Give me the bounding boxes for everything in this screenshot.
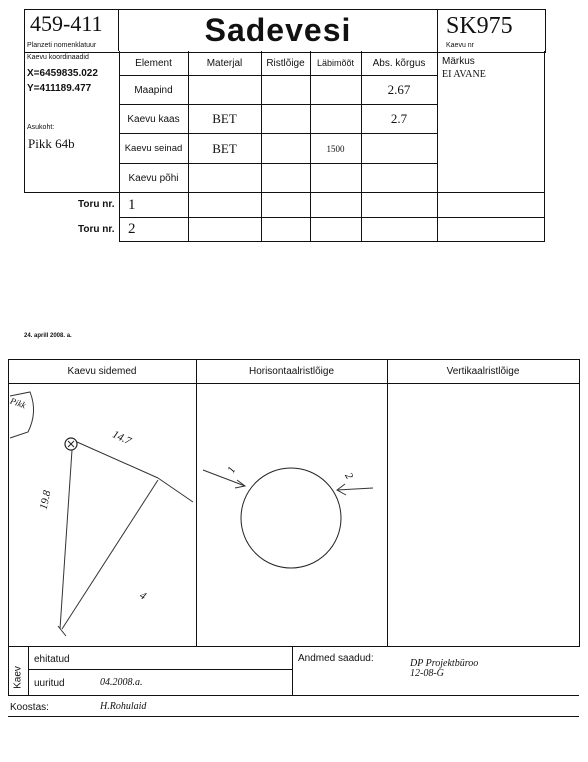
divider [387, 359, 388, 646]
panel-title-vertical: Vertikaalristlõige [446, 366, 520, 377]
row-diameter: 1500 [326, 143, 345, 154]
connection-sketch [8, 384, 196, 646]
location-label: Asukoht: [27, 124, 55, 131]
col-header-abs-height: Abs. kõrgus [372, 57, 426, 69]
row-abs-height: 2.7 [390, 111, 408, 126]
source-value: DP Projektbüroo [410, 658, 479, 669]
pipe-label: Toru nr. [78, 199, 115, 210]
row-material: BET [212, 140, 237, 156]
sketch-annotation-dist-top: 14.7 [110, 428, 133, 448]
pipe-value: 1 [128, 197, 136, 213]
sketch-annotation-mark: 4 [137, 589, 149, 603]
row-abs-height: 2.67 [387, 82, 411, 97]
col-header-cross: Ristlõige [266, 57, 305, 69]
author-value: H.Rohulaid [100, 701, 147, 712]
author-label: Koostas: [10, 702, 49, 713]
row-element: Kaevu kaas [127, 113, 180, 125]
built-label: ehitatud [34, 654, 70, 665]
divider [261, 51, 262, 241]
panel-title-connections: Kaevu sidemed [67, 366, 137, 377]
page-title: Sadevesi [204, 11, 352, 48]
remark-value: EI AVANE [442, 69, 486, 80]
coord-x: X=6459835.022 [27, 68, 98, 79]
divider [8, 695, 579, 696]
coord-y: Y=411189.477 [27, 83, 92, 94]
well-number-caption: Kaevu nr [446, 42, 475, 49]
row-element: Kaevu seinad [124, 143, 183, 154]
row-element: Maapind [134, 84, 173, 96]
col-header-remark: Märkus [442, 56, 475, 67]
divider [8, 645, 9, 695]
divider [28, 646, 29, 695]
location-value: Pikk 64b [28, 136, 75, 151]
pipe-value: 2 [128, 221, 136, 237]
row-material: BET [212, 111, 237, 126]
pipe-out-label: 2 [342, 470, 356, 482]
divider [119, 217, 544, 218]
horizontal-section-sketch [197, 384, 387, 646]
row-element: Kaevu põhi [128, 172, 179, 184]
well-number-value: SK975 [446, 13, 513, 39]
row-material [188, 76, 261, 104]
date-line: 24. aprill 2008. a. [24, 333, 72, 339]
kaev-label: Kaev [12, 666, 24, 689]
surveyed-value: 04.2008.a. [100, 677, 143, 688]
source-ref: 12-08-G [410, 668, 444, 679]
nomenclature-caption: Planzeti nomenklatuur [27, 42, 97, 49]
col-header-material: Materjal [206, 57, 243, 69]
col-header-diameter: Läbimõõt [316, 58, 355, 68]
coords-label: Kaevu koordinaadid [27, 54, 89, 61]
nomenclature-value: 459-411 [30, 11, 103, 36]
sketch-annotation-corner: Pikk [8, 395, 28, 411]
panel-title-horizontal: Horisontaalristlõige [248, 366, 335, 377]
divider [8, 716, 579, 717]
divider [119, 192, 544, 193]
surveyed-label: uuritud [34, 678, 65, 689]
sketch-annotation-dist-left: 19.8 [37, 489, 54, 511]
source-label: Andmed saadud: [298, 653, 374, 664]
divider [28, 669, 292, 670]
pipe-label: Toru nr. [78, 224, 115, 235]
pipe-in-label: 1 [225, 464, 239, 476]
divider [292, 646, 293, 695]
col-header-element: Element [135, 57, 172, 69]
